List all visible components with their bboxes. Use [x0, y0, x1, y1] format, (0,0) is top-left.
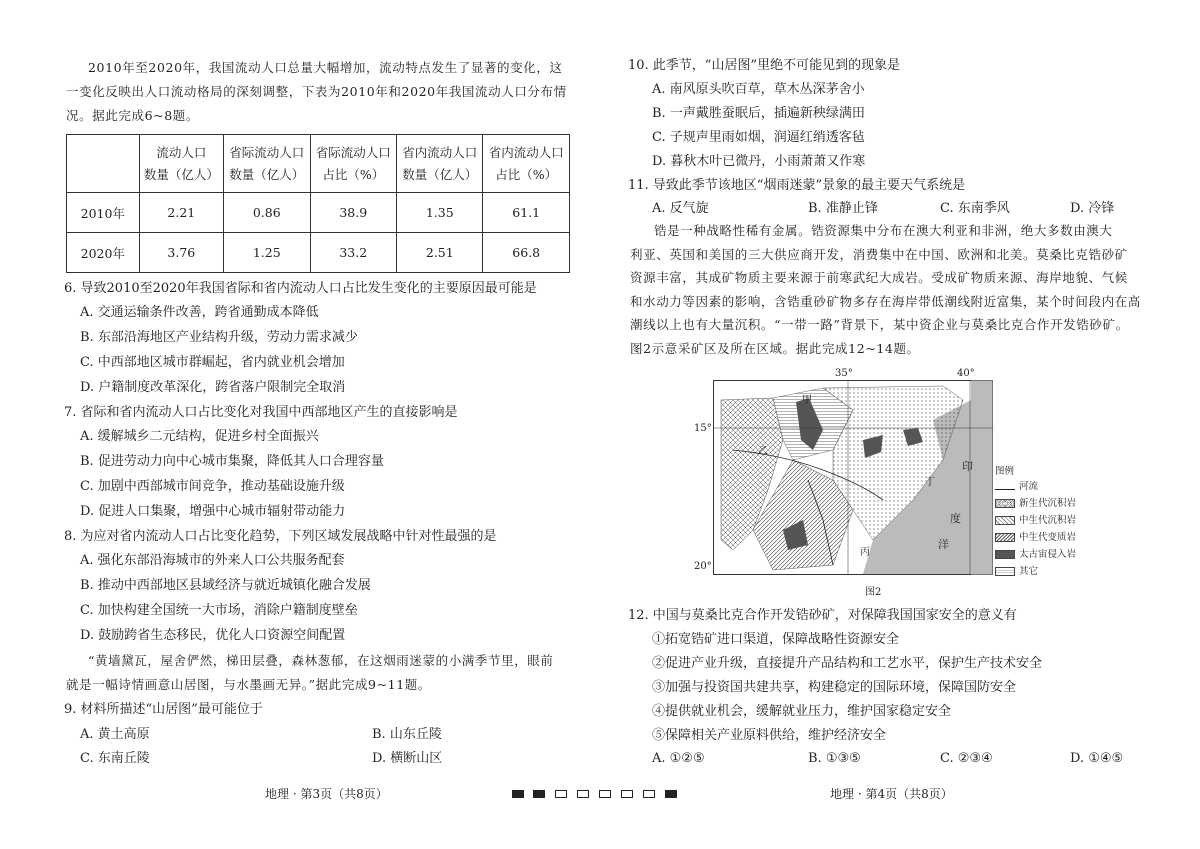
table-cell: 0.86	[224, 193, 310, 233]
question-10-option: D. 暮秋木叶已微丹，小雨萧萧又作寒	[652, 154, 866, 169]
intro-9-11	[66, 649, 576, 697]
lon-label: 35°	[835, 368, 853, 379]
ocean-label: 印	[962, 460, 973, 473]
table-header-cell	[224, 135, 310, 193]
intro-line: 况。据此完成6~8题。	[66, 108, 199, 123]
region-label-ding: 丁	[925, 477, 935, 488]
question-11-option: C. 东南季风	[940, 201, 1010, 216]
table-cell: 2020年	[67, 233, 140, 273]
table-cell: 61.1	[483, 193, 570, 233]
other-swatch	[995, 567, 1015, 576]
question-7-option: C. 加剧中西部城市间竞争，推动基础设施升级	[80, 479, 345, 494]
question-7-option: D. 促进人口集聚，增强中心城市辐射带动能力	[80, 504, 346, 519]
question-12-option: D. ①④⑤	[1070, 751, 1124, 766]
legend-label: 其它	[1019, 566, 1039, 577]
table-cell: 66.8	[483, 233, 570, 273]
lat-label: 20°	[694, 561, 712, 572]
question-7-option: A. 缓解城乡二元结构，促进乡村全面振兴	[80, 429, 319, 444]
table-cell: 2.51	[397, 233, 483, 273]
legend-label: 中生代沉积岩	[1019, 515, 1077, 526]
page-marker	[643, 790, 655, 798]
ocean-label: 洋	[938, 538, 949, 551]
intro-line: “黄墙黛瓦，屋舍俨然，梯田层叠，森林葱郁，在这烟雨迷蒙的小满季节里，眼前	[88, 653, 554, 668]
cenozoic-swatch	[995, 499, 1015, 508]
region-label-bing: 丙	[860, 547, 870, 558]
legend-label: 太古宙侵入岩	[1019, 549, 1077, 560]
river-swatch	[995, 484, 1015, 490]
question-9-option: A. 黄土高原	[80, 727, 150, 742]
header-line: 数量（亿人）	[229, 166, 305, 182]
table-cell: 2.21	[139, 193, 223, 233]
header-line: 省际流动人口	[315, 144, 391, 160]
page-marker	[533, 790, 545, 798]
intro-line: 一变化反映出人口流动格局的深刻调整，下表为2010年和2020年我国流动人口分布情	[66, 84, 567, 99]
question-7-stem: 7. 省际和省内流动人口占比变化对我国中西部地区产生的直接影响是	[64, 405, 458, 420]
question-12-item: ①拓宽锆矿进口渠道，保障战略性资源安全	[652, 632, 900, 647]
question-7-option: B. 促进劳动力向中心城市集聚，降低其人口合理容量	[80, 454, 384, 469]
table-cell: 33.2	[310, 233, 397, 273]
question-6-option: C. 中西部地区城市群崛起，省内就业机会增加	[80, 355, 345, 370]
question-10-option: A. 南风原头吹百草，草木丛深茅舍小	[652, 82, 865, 97]
intro-line: 锆是一种战略性稀有金属。锆资源集中分布在澳大利亚和非洲，绝大多数由澳大	[654, 223, 1113, 238]
intro-line: 资源丰富，其成矿物质主要来源于前寒武纪大成岩。受成矿物质来源、海岸地貌、气候	[630, 270, 1128, 285]
table-header-cell	[139, 135, 223, 193]
question-9-option: D. 横断山区	[372, 751, 443, 766]
page-marker	[621, 790, 633, 798]
intro-6-8	[66, 56, 576, 128]
legend-label: 中生代变质岩	[1019, 532, 1077, 543]
region-label-jia: 甲	[802, 395, 812, 406]
header-line: 流动人口	[156, 144, 207, 160]
header-line: 数量（亿人）	[143, 166, 219, 182]
question-6-option: A. 交通运输条件改善，跨省通勤成本降低	[80, 305, 319, 320]
metamorphic-swatch	[995, 533, 1015, 542]
question-9-option: C. 东南丘陵	[80, 751, 150, 766]
question-12-item: ④提供就业机会，缓解就业压力，维护国家稳定安全	[652, 704, 952, 719]
map-caption: 图2	[865, 587, 882, 598]
table-row	[67, 193, 570, 233]
question-8-option: B. 推动中西部地区县域经济与就近城镇化融合发展	[80, 578, 371, 593]
header-line: 省内流动人口	[402, 144, 478, 160]
legend-item	[995, 548, 1076, 562]
question-8-option: A. 强化东部沿海城市的外来人口公共服务配套	[80, 553, 345, 568]
question-11-option: D. 冷锋	[1070, 201, 1115, 216]
question-8-option: C. 加快构建全国统一大市场，消除户籍制度壁垒	[80, 603, 358, 618]
question-6-stem: 6. 导致2010至2020年我国省际和省内流动人口占比发生变化的主要原因最可能是	[64, 281, 537, 296]
table-header-row	[67, 135, 570, 193]
ocean	[971, 381, 993, 575]
header-line: 数量（亿人）	[402, 166, 478, 182]
footer-left: 地理 · 第3页（共8页）	[265, 787, 388, 801]
table-cell: 1.35	[397, 193, 483, 233]
table-header-cell	[310, 135, 397, 193]
question-12-option: C. ②③④	[940, 751, 993, 766]
geology-map	[694, 368, 1130, 598]
ocean-label: 度	[950, 512, 961, 525]
question-12-option: B. ①③⑤	[808, 751, 861, 766]
intro-line: 就是一幅诗情画意山居图，与水墨画无异。”据此完成9~11题。	[66, 677, 431, 692]
legend-item	[995, 531, 1076, 545]
table-cell: 1.25	[224, 233, 310, 273]
question-11-option: A. 反气旋	[652, 201, 709, 216]
footer-right: 地理 · 第4页（共8页）	[830, 787, 953, 801]
question-9-option: B. 山东丘陵	[372, 727, 442, 742]
question-12-item: ③加强与投资国共建共享，构建稳定的国际环境，保障国防安全	[652, 680, 1017, 695]
lon-label: 40°	[957, 368, 975, 379]
question-12-stem: 12. 中国与莫桑比克合作开发锆砂矿，对保障我国国家安全的意义有	[628, 608, 1017, 623]
intro-line: 和水动力等因素的影响，含锆重砂矿物多存在海岸带低潮线附近富集，某个时间段内在高	[630, 293, 1141, 309]
question-10-option: C. 子规声里雨如烟，润逼红绡透客毡	[652, 130, 865, 145]
question-10-option: B. 一声戴胜蚕眠后，插遍新秧绿满田	[652, 106, 865, 121]
page-marker	[577, 790, 589, 798]
header-line: 省内流动人口	[488, 144, 564, 160]
table-header-cell	[67, 135, 140, 193]
legend-item	[995, 480, 1038, 494]
legend-item	[995, 497, 1076, 511]
page-marker	[599, 790, 611, 798]
header-line: 占比（%）	[495, 166, 558, 182]
table-cell: 2010年	[67, 193, 140, 233]
intro-line: 利亚、英国和美国的三大供应商开发，消费集中在中国、欧洲和北美。莫桑比克锆砂矿	[630, 246, 1128, 262]
question-6-option: D. 户籍制度改革深化，跨省落户限制完全取消	[80, 380, 346, 395]
question-12-option: A. ①②⑤	[652, 751, 705, 766]
table-row	[67, 233, 570, 273]
legend-item	[995, 565, 1038, 579]
legend-label: 河流	[1019, 481, 1039, 492]
question-12-item: ②促进产业升级，直接提升产品结构和工艺水平，保护生产技术安全	[652, 656, 1043, 671]
question-11-option: B. 准静止锋	[808, 201, 878, 216]
header-line: 省际流动人口	[229, 144, 305, 160]
question-8-option: D. 鼓励跨省生态移民，优化人口资源空间配置	[80, 628, 346, 643]
question-12-item: ⑤保障相关产业原料供给，维护经济安全	[652, 728, 887, 743]
question-11-stem: 11. 导致此季节该地区“烟雨迷蒙”景象的最主要天气系统是	[628, 178, 966, 193]
region-label-yi: 乙	[758, 446, 768, 457]
question-9-stem: 9. 材料所描述“山居图”最可能位于	[64, 702, 263, 717]
intro-12-14	[630, 219, 1145, 360]
question-8-stem: 8. 为应对省内流动人口占比变化趋势，下列区域发展战略中针对性最强的是	[64, 529, 497, 544]
mesozoic-sediment-swatch	[995, 516, 1015, 525]
legend-title: 图例	[995, 466, 1015, 477]
header-line: 占比（%）	[322, 166, 385, 182]
migration-table	[66, 134, 570, 273]
question-6-option: B. 东部沿海地区产业结构升级，劳动力需求减少	[80, 330, 358, 345]
page-marker	[555, 790, 567, 798]
legend-label: 新生代沉积岩	[1019, 498, 1077, 509]
legend-item	[995, 514, 1076, 528]
table-cell: 3.76	[139, 233, 223, 273]
intro-line: 潮线以上也有大量沉积。“一带一路”背景下，某中资企业与莫桑比克合作开发锆砂矿。	[630, 317, 1129, 332]
intro-line: 2010年至2020年，我国流动人口总量大幅增加，流动特点发生了显著的变化，这	[88, 60, 563, 75]
archean-swatch	[995, 550, 1015, 559]
question-10-stem: 10. 此季节，“山居图”里绝不可能见到的现象是	[628, 58, 901, 73]
lat-label: 15°	[694, 423, 712, 434]
page-marker	[665, 790, 677, 798]
intro-line: 图2示意采矿区及所在区域。据此完成12~14题。	[630, 340, 920, 356]
map-drawing	[713, 380, 993, 575]
table-header-cell	[397, 135, 483, 193]
page-marker	[512, 790, 524, 798]
table-header-cell	[483, 135, 570, 193]
table-cell: 38.9	[310, 193, 397, 233]
